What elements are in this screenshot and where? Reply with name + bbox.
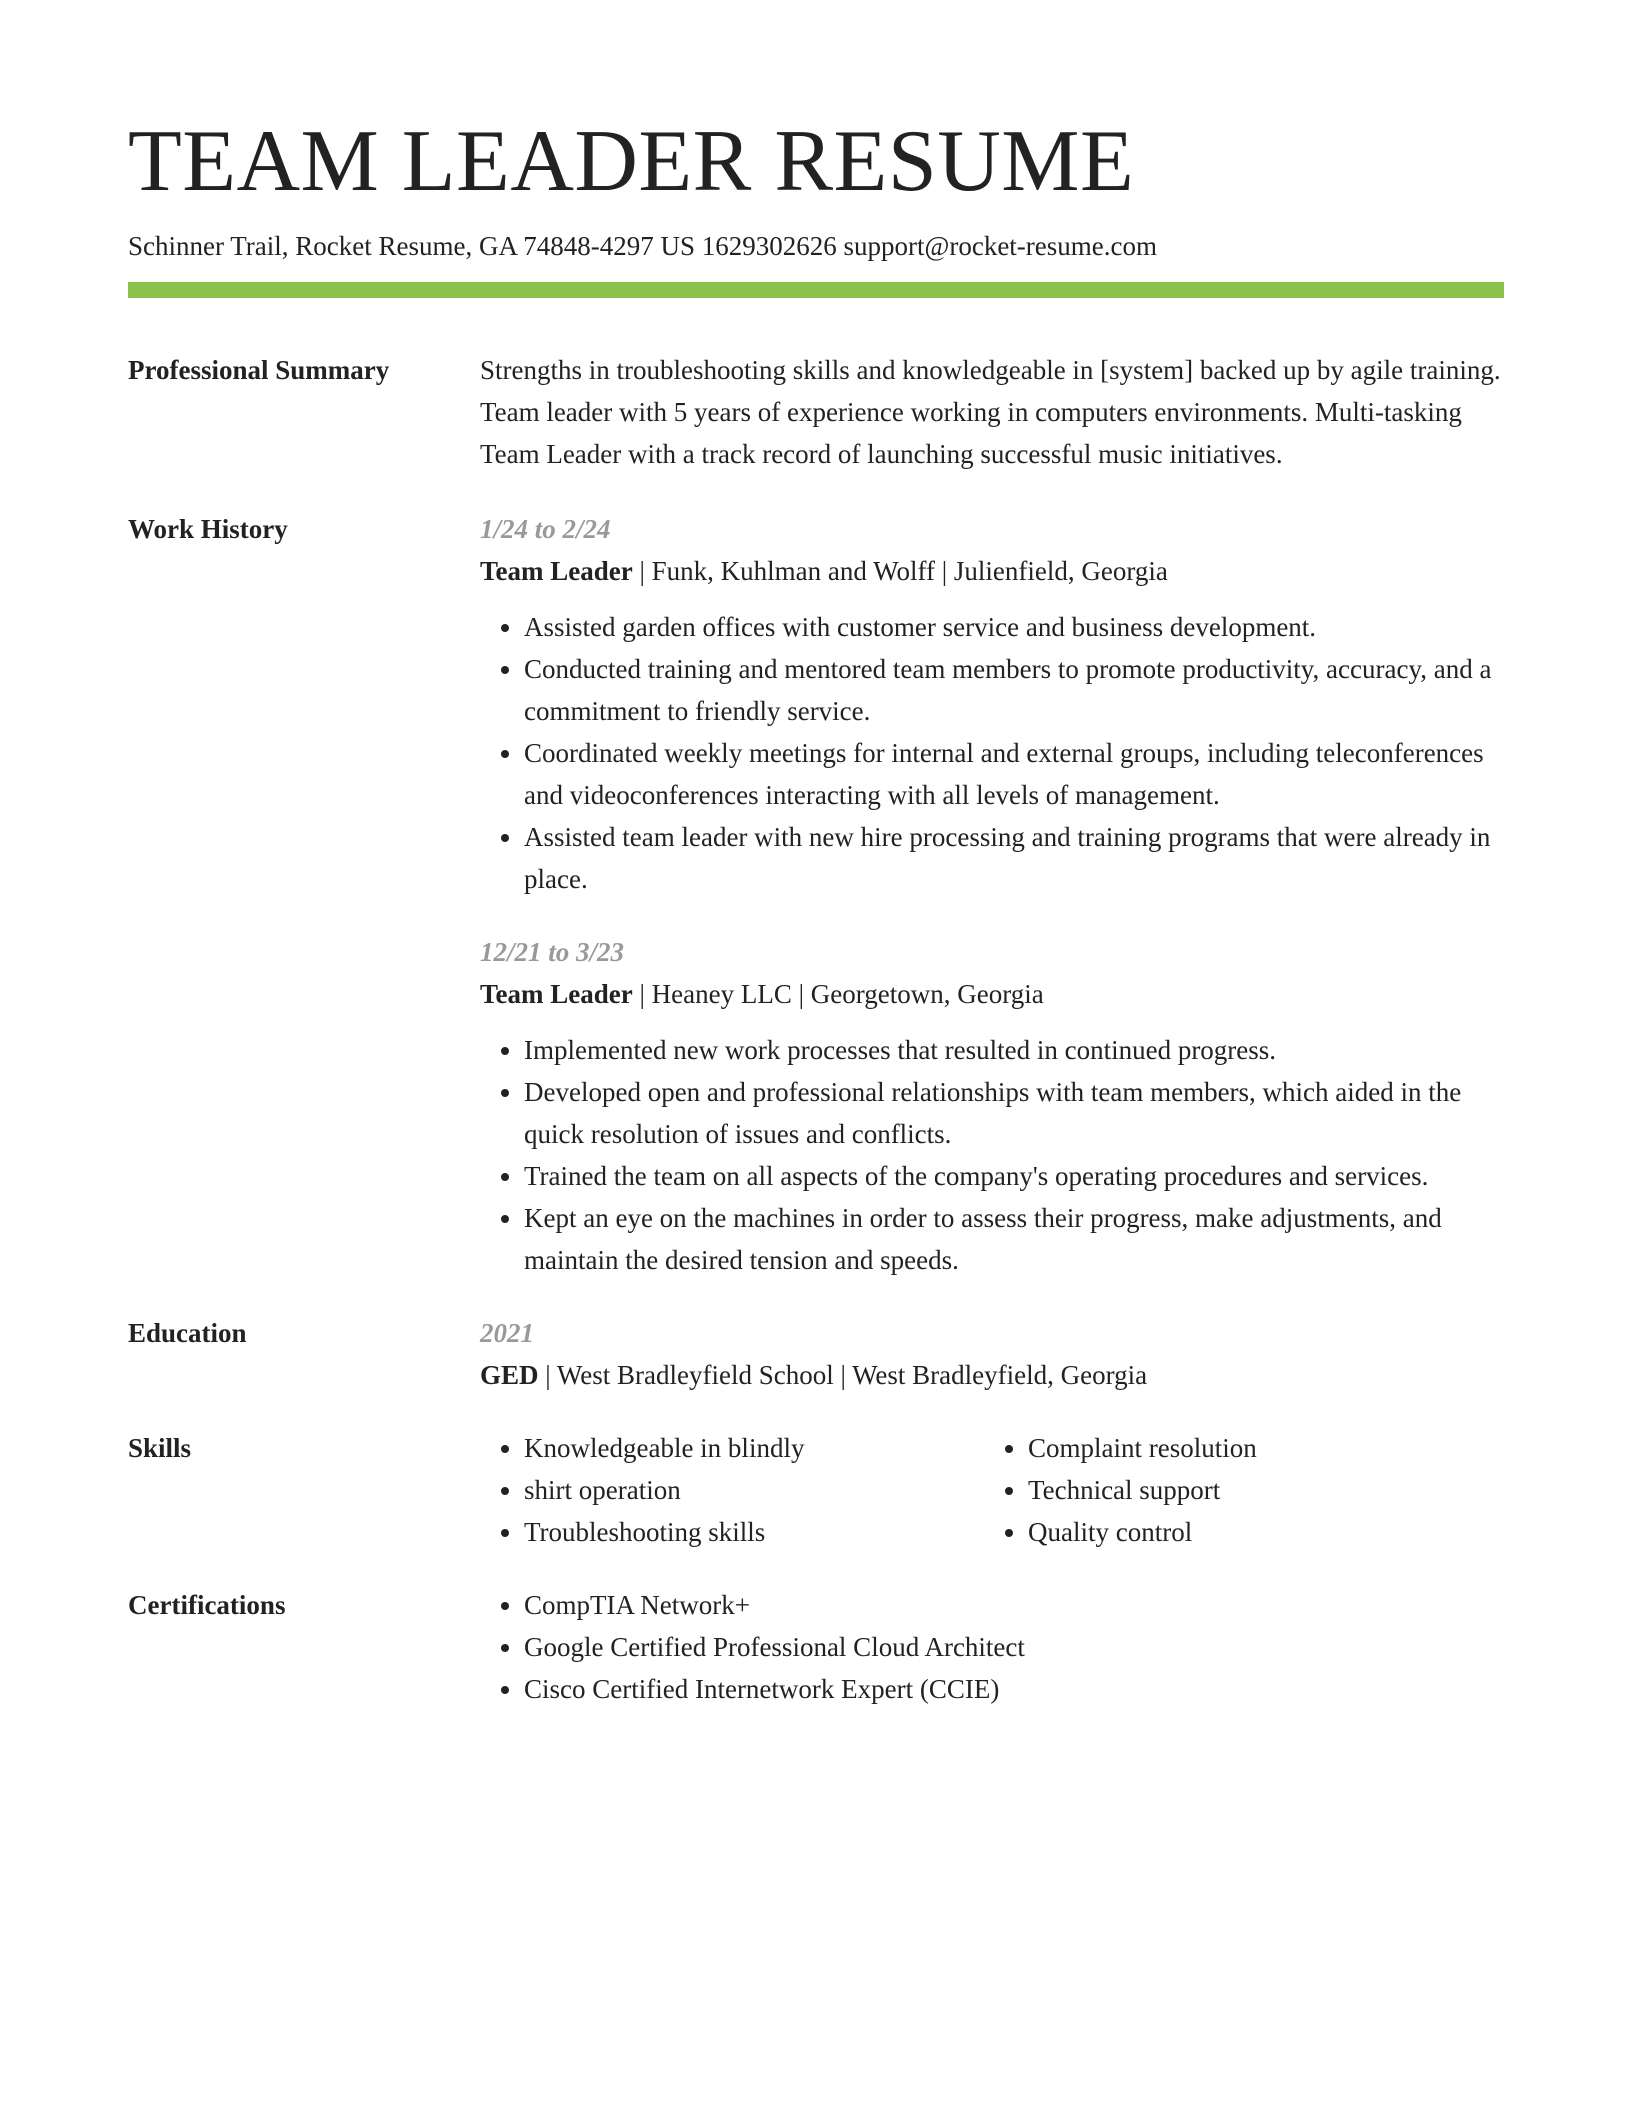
list-item: • Technical support xyxy=(1028,1469,1488,1511)
list-item: • Google Certified Professional Cloud Architect xyxy=(524,1626,1504,1668)
section-label-summary: Professional Summary xyxy=(128,355,390,386)
list-item: • Trained the team on all aspects of the company's operating procedures and services. xyxy=(524,1155,1504,1197)
job-role-line xyxy=(480,550,1504,592)
section-label-work: Work History xyxy=(128,514,288,545)
list-item: • Quality control xyxy=(1028,1511,1488,1553)
section-label-certifications: Certifications xyxy=(128,1590,286,1621)
section-label-skills: Skills xyxy=(128,1433,192,1464)
education-details: | West Bradleyfield School | West Bradleyfield, Georgia xyxy=(538,1360,1148,1391)
list-item: • Knowledgeable in blindly xyxy=(524,1427,984,1469)
list-item: • Kept an eye on the machines in order to assess their progress, make adjustments, and maintain the desired tension and speeds. xyxy=(524,1197,1504,1281)
job-details: | Funk, Kuhlman and Wolff | Julienfield, Georgia xyxy=(632,556,1168,587)
education-body xyxy=(480,1312,1504,1396)
list-item: • Conducted training and mentored team members to promote productivity, accuracy, and a commitment to friendly service. xyxy=(524,648,1504,732)
section-certifications xyxy=(128,1584,1504,1710)
list-item: • Assisted garden offices with customer service and business development. xyxy=(524,606,1504,648)
skills-grid xyxy=(480,1427,1504,1553)
job-title: Team Leader xyxy=(480,979,633,1010)
skills-column-right xyxy=(984,1427,1488,1553)
section-summary xyxy=(128,349,1504,475)
list-item: • Developed open and professional relationships with team members, which aided in the quick resolution of issues and conflicts. xyxy=(524,1071,1504,1155)
section-label-education: Education xyxy=(128,1318,247,1349)
contact-line: Schinner Trail, Rocket Resume, GA 74848-4297 US 1629302626 support@rocket-resume.com xyxy=(128,231,1158,261)
job-date: 12/21 to 3/23 xyxy=(480,937,625,968)
education-date: 2021 xyxy=(480,1318,534,1349)
summary-text: Strengths in troubleshooting skills and knowledgeable in [system] backed up by agile training. Team leader with 5 years of experience working in computers environments. Multi-tasking Team Leader with a track record of launching successful music initiatives. xyxy=(480,355,1501,470)
job-title: Team Leader xyxy=(480,556,633,587)
section-work-history xyxy=(128,508,1504,1281)
education-degree: GED xyxy=(480,1360,539,1391)
accent-divider xyxy=(128,282,1504,298)
resume-title: TEAM LEADER RESUME xyxy=(128,113,1135,210)
certifications-body xyxy=(480,1584,1504,1710)
job-date: 1/24 to 2/24 xyxy=(480,514,611,545)
work-history-body xyxy=(480,508,1504,1281)
list-item: • Coordinated weekly meetings for internal and external groups, including teleconferences and videoconferences interacting with all levels of management. xyxy=(524,732,1504,816)
section-education xyxy=(128,1312,1504,1396)
list-item: • Troubleshooting skills xyxy=(524,1511,984,1553)
job-entry xyxy=(480,508,1504,900)
list-item: • Implemented new work processes that resulted in continued progress. xyxy=(524,1029,1504,1071)
job-bullets xyxy=(480,1029,1504,1281)
job-entry xyxy=(480,931,1504,1281)
certifications-list xyxy=(480,1584,1504,1710)
job-bullets xyxy=(480,606,1504,900)
list-item: • Assisted team leader with new hire processing and training programs that were already in place. xyxy=(524,816,1504,900)
job-role-line xyxy=(480,973,1504,1015)
list-item: • Complaint resolution xyxy=(1028,1427,1488,1469)
section-skills xyxy=(128,1427,1504,1553)
list-item: • Cisco Certified Internetwork Expert (CCIE) xyxy=(524,1668,1504,1710)
list-item: • shirt operation xyxy=(524,1469,984,1511)
education-line xyxy=(480,1354,1504,1396)
skills-column-left xyxy=(480,1427,984,1553)
list-item: • CompTIA Network+ xyxy=(524,1584,1504,1626)
job-details: | Heaney LLC | Georgetown, Georgia xyxy=(632,979,1044,1010)
resume-page xyxy=(128,113,1504,1710)
